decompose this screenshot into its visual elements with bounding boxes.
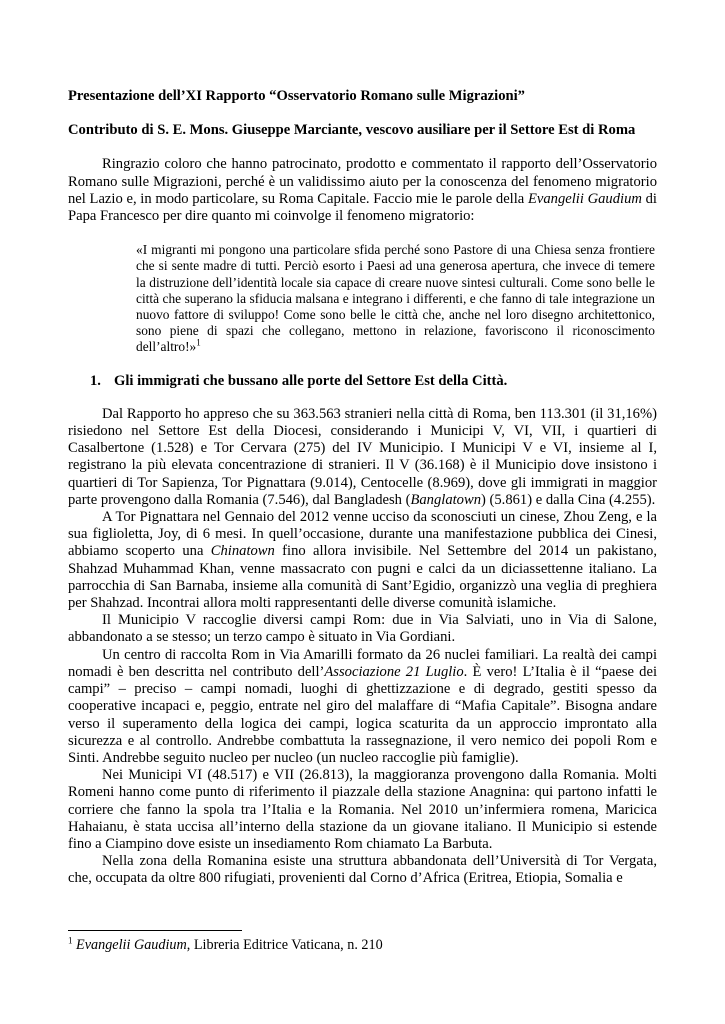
section-number: 1.: [90, 372, 101, 389]
p1-text-a: Dal Rapporto ho appreso che su 363.563 stranieri nella città di Roma, ben 113.301 (il 31,16%) risiedono nel Settore Est della Diocesi, considerando i Municipi V, VI, VII, i quartieri di Casalbertone (1.528) e Tor Cervara (275) del IV Municipio. I Municipi V e VI, insieme al I, registrano la più elevata concentrazione di stranieri. Il V (36.168) è il Municipio dove insistono i quartieri di Tor Sapienza, Tor Pignattara (9.014), Centocelle (8.969), dove gli immigrati in maggior parte provengono dalla Romania (7.546), dal Bangladesh (: [68, 405, 657, 508]
p2-text-a: A Tor Pignattara nel Gennaio del 2012 venne ucciso da sconosciuti un cinese, Zhou Zeng, e la sua figlioletta, Joy, di 6 mesi. In quell’occasione, durante una manifestazione pubblica dei Cinesi, abbiamo scoperto una: [68, 509, 657, 560]
p4-text-a: Un centro di raccolta Rom in Via Amarilli formato da 26 nuclei familiari. La realtà dei campi nomadi è ben descritta nel contributo dell’: [68, 646, 657, 680]
footnote-divider: [68, 930, 242, 931]
intro-italic: Evangelii Gaudium: [527, 190, 642, 207]
paragraph-1: [68, 406, 657, 509]
intro-text-a: Ringrazio coloro che hanno patrocinato, prodotto e commentato il rapporto dell’Osservatorio Romano sulle Migrazioni, perché è un validissimo aiuto per la conoscenza del fenomeno migratorio nel Lazio e, in modo particolare, su Roma Capitale. Faccio mie le parole della: [68, 156, 657, 207]
paragraph-5: Nei Municipi VI (48.517) e VII (26.813), la maggioranza provengono dalla Romania. Molti Romeni hanno come punto di riferimento il piazzale della stazione Anagnina: qui partono infatti le corriere che fanno la spola tra l’Italia e la Romania. Nel 2010 un’infermiera romena, Maricica Hahaianu, è stata uccisa all’interno della stazione da un giovane italiano. Il Municipio si estende fino a Ciampino dove esiste un insediamento Rom chiamato La Barbuta.: [68, 767, 657, 852]
document-subtitle: Contributo di S. E. Mons. Giuseppe Marciante, vescovo ausiliare per il Settore Est di Roma: [68, 122, 636, 139]
footnote: [68, 937, 657, 954]
footnote-italic: Evangelii Gaudium: [76, 937, 187, 953]
intro-text-b: di Papa Francesco per dire quanto mi coinvolge il fenomeno migratorio:: [68, 190, 657, 225]
footnote-text: , Libreria Editrice Vaticana, n. 210: [186, 937, 383, 953]
p2-italic: Chinatown: [210, 543, 275, 560]
block-quote: [136, 242, 655, 355]
p1-text-b: ) (5.861) e dalla Cina (4.255).: [481, 491, 656, 508]
paragraph-2: [68, 509, 657, 612]
quote-text: «I migranti mi pongono una particolare sfida perché sono Pastore di una Chiesa senza frontiere che si sente madre di tutti. Perciò esorto i Paesi ad una generosa apertura, che invece di temere la distruzione dell’identità locale sia capace di creare nuove sintesi culturali. Come sono belle le città che superano la sfiducia malsana e integrano i differenti, e che fanno di tale integrazione un nuovo fattore di sviluppo! Come sono belle le città che, anche nel loro disegno architettonico, sono piene di spazi che collegano, mettono in relazione, favoriscono il riconoscimento dell’altro!»: [136, 242, 655, 355]
p4-italic: Associazione 21 Luglio: [324, 663, 464, 680]
p2-text-b: fino allora invisibile. Nel Settembre del 2014 un pakistano, Shahzad Muhammad Khan, venne massacrato con pugni e calci da un diciassettenne italiano. La parrocchia di San Barnaba, insieme alla comunità di Sant’Egidio, organizzò una veglia di preghiera per Shahzad. Incontrai allora molti rappresentanti delle diverse comunità islamiche.: [68, 543, 657, 612]
section-heading: [90, 373, 657, 390]
paragraph-4: [68, 647, 657, 767]
document-body: [68, 88, 657, 888]
p4-text-b: . È vero! L’Italia è il “paese dei campi” – preciso – campi nomadi, luoghi di ghettizzazione e di degrado, gestiti spesso da cooperative incapaci e, peggio, entrate nel giro del malaffare di “Mafia Capitale”. Bisogna andare verso il superamento della logica dei campi, logica scaturita da un approccio improntato alla sicurezza e al controllo. Andrebbe combattuta la rassegnazione, il vero nemico dei popoli Rom e Sinti. Andrebbe seguito nucleo per nucleo (un nucleo raccoglie più famiglie).: [68, 663, 657, 766]
section-title: Gli immigrati che bussano alle porte del Settore Est della Città.: [114, 372, 508, 389]
p1-italic: Banglatown: [410, 491, 481, 508]
footnote-number: 1: [68, 935, 73, 946]
document-title: Presentazione dell’XI Rapporto “Osservatorio Romano sulle Migrazioni”: [68, 88, 525, 104]
paragraph-3: Il Municipio V raccoglie diversi campi Rom: due in Via Salviati, uno in Via di Salone, abbandonato a se stesso; un terzo campo è situato in Via Gordiani.: [68, 612, 657, 646]
footnote-reference[interactable]: 1: [196, 337, 201, 348]
paragraph-6: Nella zona della Romanina esiste una struttura abbandonata dell’Università di Tor Vergata, che, occupata da oltre 800 rifugiati, provenienti dal Corno d’Africa (Eritrea, Etiopia, Somalia e: [68, 853, 657, 887]
intro-paragraph: [68, 156, 657, 225]
